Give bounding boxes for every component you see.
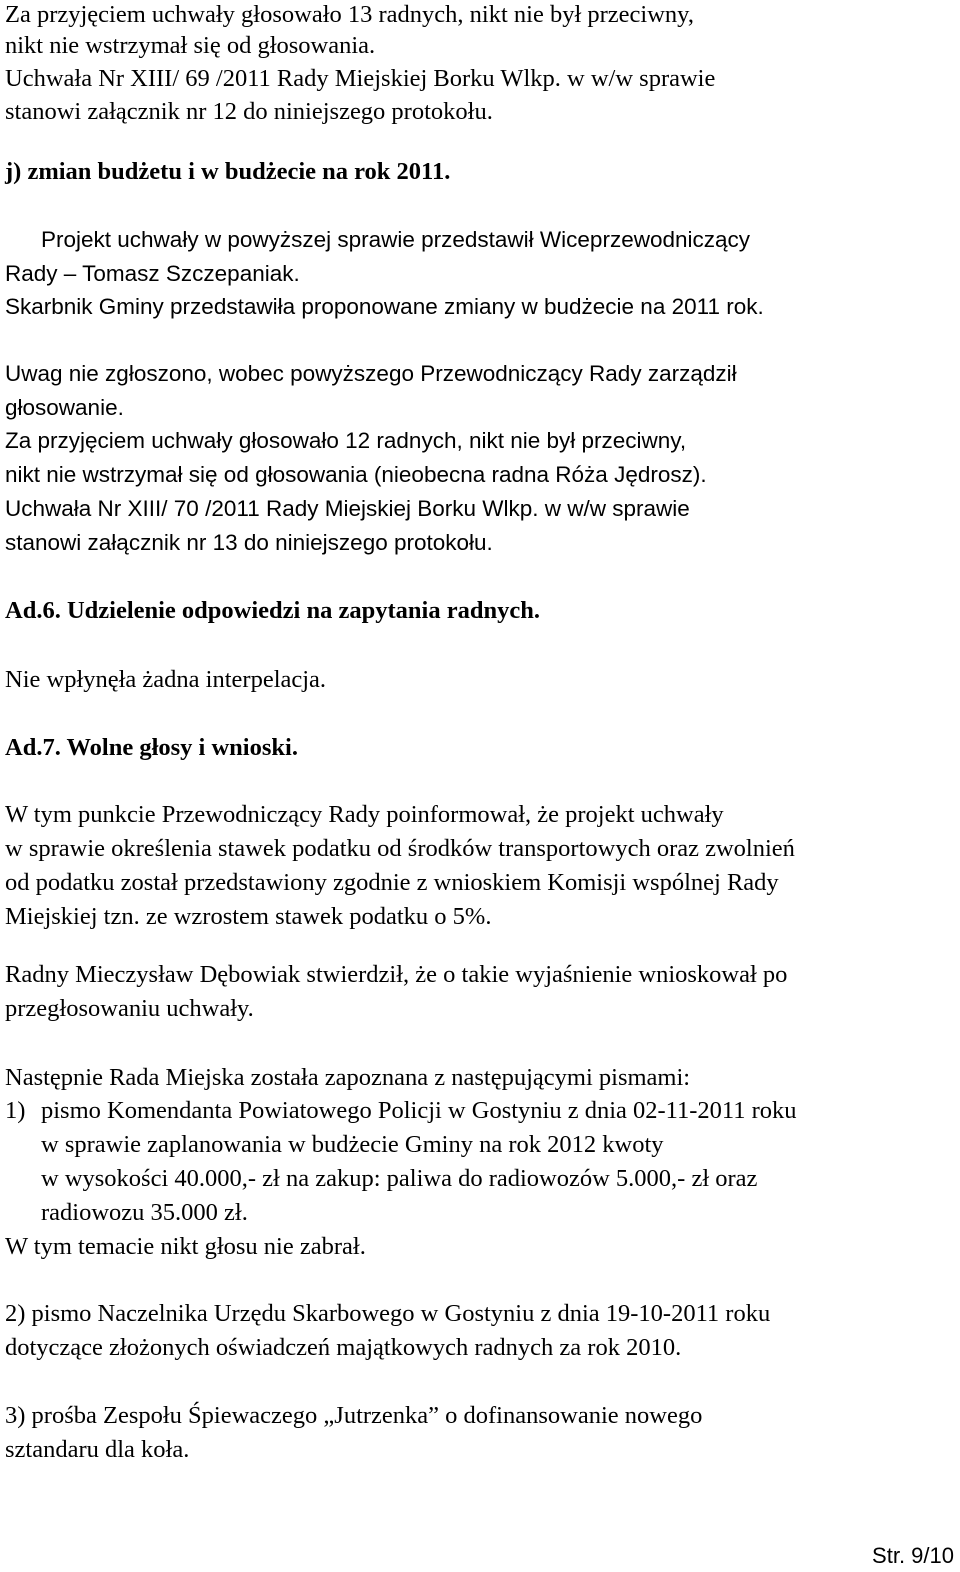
list-number: 1): [5, 1097, 26, 1124]
list-item-2: 2) pismo Naczelnika Urzędu Skarbowego w Gostyniu z dnia 19-10-2011 roku: [5, 1300, 771, 1327]
text-line: stanowi załącznik nr 13 do niniejszego protokołu.: [5, 530, 493, 555]
text-line: Rady – Tomasz Szczepaniak.: [5, 261, 300, 286]
section-heading-ad7: Ad.7. Wolne głosy i wnioski.: [5, 734, 298, 761]
text-line: pismo Komendanta Powiatowego Policji w Gostyniu z dnia 02-11-2011 roku: [41, 1097, 797, 1124]
text-line: Za przyjęciem uchwały głosowało 13 radnych, nikt nie był przeciwny,: [5, 1, 694, 28]
text-line: w sprawie zaplanowania w budżecie Gminy na rok 2012 kwoty: [41, 1131, 664, 1158]
text-line: dotyczące złożonych oświadczeń majątkowych radnych za rok 2010.: [5, 1334, 682, 1361]
text-line: w sprawie określenia stawek podatku od środków transportowych oraz zwolnień: [5, 835, 795, 862]
page-number: Str. 9/10: [872, 1543, 954, 1568]
text-line: Projekt uchwały w powyższej sprawie przedstawił Wiceprzewodniczący: [41, 227, 751, 252]
text-line: przegłosowaniu uchwały.: [5, 995, 254, 1022]
text-line: głosowanie.: [5, 395, 124, 420]
text-line: stanowi załącznik nr 12 do niniejszego protokołu.: [5, 98, 493, 125]
text-line: Skarbnik Gminy przedstawiła proponowane zmiany w budżecie na 2011 rok.: [5, 294, 764, 319]
text-line: Miejskiej tzn. ze wzrostem stawek podatku o 5%.: [5, 903, 492, 930]
text-line: nikt nie wstrzymał się od głosowania (nieobecna radna Róża Jędrosz).: [5, 462, 707, 487]
section-heading-j: j) zmian budżetu i w budżecie na rok 2011.: [5, 158, 451, 185]
text-line: Nie wpłynęła żadna interpelacja.: [5, 666, 327, 693]
text-line: W tym temacie nikt głosu nie zabrał.: [5, 1233, 366, 1260]
text-line: W tym punkcie Przewodniczący Rady poinformował, że projekt uchwały: [5, 801, 724, 828]
text-line: od podatku został przedstawiony zgodnie z wnioskiem Komisji wspólnej Rady: [5, 869, 779, 896]
text-line: Uchwała Nr XIII/ 69 /2011 Rady Miejskiej Borku Wlkp. w w/w sprawie: [5, 65, 716, 92]
text-line: Następnie Rada Miejska została zapoznana z następującymi pismami:: [5, 1064, 691, 1091]
text-line: sztandaru dla koła.: [5, 1436, 190, 1463]
text-line: nikt nie wstrzymał się od głosowania.: [5, 32, 376, 59]
text-line: Uwag nie zgłoszono, wobec powyższego Przewodniczący Rady zarządził: [5, 361, 737, 386]
text-line: radiowozu 35.000 zł.: [41, 1199, 248, 1226]
text-line: Uchwała Nr XIII/ 70 /2011 Rady Miejskiej Borku Wlkp. w w/w sprawie: [5, 496, 690, 521]
text-line: w wysokości 40.000,- zł na zakup: paliwa do radiowozów 5.000,- zł oraz: [41, 1165, 758, 1192]
list-item-3: 3) prośba Zespołu Śpiewaczego „Jutrzenka” o dofinansowanie nowego: [5, 1402, 703, 1429]
text-line: Za przyjęciem uchwały głosowało 12 radnych, nikt nie był przeciwny,: [5, 428, 687, 453]
text-line: Radny Mieczysław Dębowiak stwierdził, że o takie wyjaśnienie wnioskował po: [5, 961, 788, 988]
section-heading-ad6: Ad.6. Udzielenie odpowiedzi na zapytania radnych.: [5, 597, 540, 624]
